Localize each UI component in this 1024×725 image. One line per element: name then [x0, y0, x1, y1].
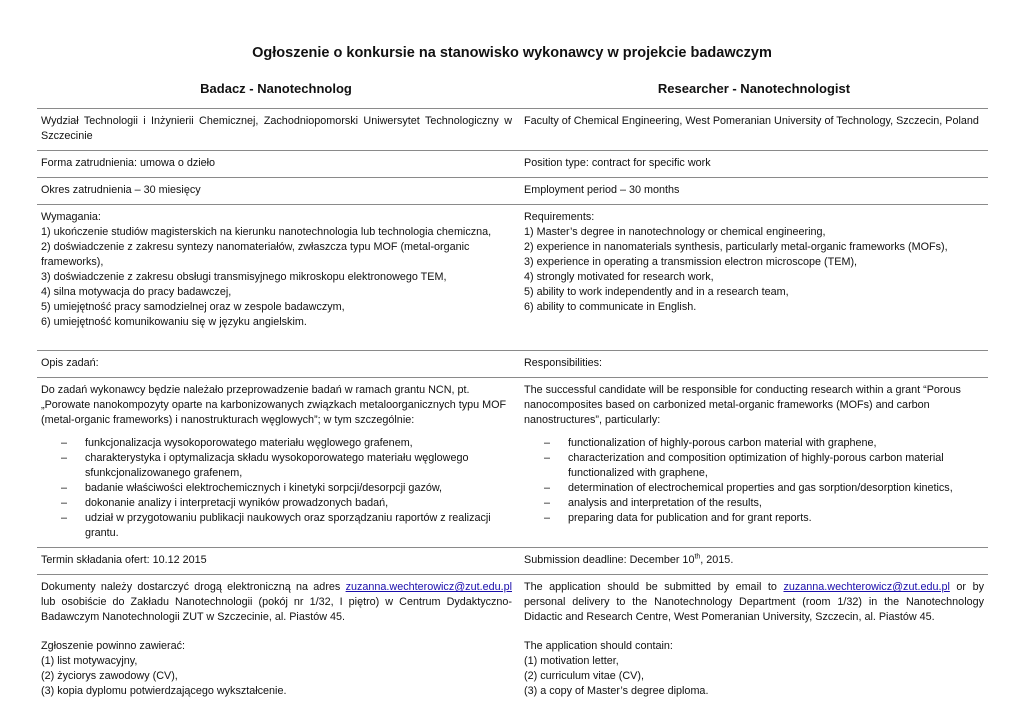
- tasks-intro-en: The successful candidate will be responsible for conducting research within a grant “Porous nanocomposites based on carbonized metal-organic frameworks (MOFs) and carbon nanostructures”, particularly:: [524, 384, 961, 426]
- email-link[interactable]: zuzanna.wechterowicz@zut.edu.pl: [345, 581, 512, 593]
- tasks-intro-pl: Do zadań wykonawcy będzie należało przeprowadzenie badań w ramach grantu NCN, pt. „Porowate nanokompozyty oparte na karbonizowanych związkach metaloorganicznych typu MOF (metal-organic frameworks) i nanostrukturach węglowych”; w tym szczególnie:: [41, 384, 507, 426]
- list-item: 6) ability to communicate in English.: [524, 301, 697, 313]
- list-item: 6) umiejętność komunikowaniu się w języku angielskim.: [41, 316, 307, 328]
- row-period: [37, 178, 988, 205]
- page-title: Ogłoszenie o konkursie na stanowisko wykonawcy w projekcie badawczym: [252, 45, 772, 61]
- list-item: – determination of electrochemical properties and gas sorption/desorption kinetics,: [544, 481, 984, 496]
- period-pl: Okres zatrudnienia – 30 miesięcy: [37, 178, 520, 205]
- contents-label-en: The application should contain:: [524, 640, 673, 652]
- row-deadline: [37, 548, 988, 575]
- list-item: 4) silna motywacja do pracy badawczej,: [41, 286, 232, 298]
- list-item: 3) experience in operating a transmission electron microscope (TEM),: [524, 256, 858, 268]
- submission-pl: Dokumenty należy dostarczyć drogą elektroniczną na adres zuzanna.wechterowicz@zut.edu.pl lub osobiście do Zakładu Nanotechnologii (pokój nr 1/32, I piętro) w Centrum Dydaktyczno-Badawczym Nanotechnologii ZUT w Szczecinie, al. Piastów 45.: [41, 581, 512, 623]
- unit-pl: Wydział Technologii i Inżynierii Chemicznej, Zachodniopomorski Uniwersytet Technologiczny w Szczecinie: [37, 109, 520, 151]
- list-item: 1) Master’s degree in nanotechnology or chemical engineering,: [524, 226, 826, 238]
- announcement-table: [37, 108, 988, 705]
- row-unit: [37, 109, 988, 151]
- list-item: 4) strongly motivated for research work,: [524, 271, 714, 283]
- list-item: – characterization and composition optimization of highly-porous carbon material functionalized with graphene,: [544, 451, 984, 481]
- form-en: Position type: contract for specific work: [520, 151, 988, 178]
- list-item: (3) a copy of Master’s degree diploma.: [524, 685, 709, 697]
- row-tasks: [37, 378, 988, 548]
- list-item: (2) curriculum vitae (CV),: [524, 670, 644, 682]
- unit-en: Faculty of Chemical Engineering, West Pomeranian University of Technology, Szczecin, Poland: [520, 109, 988, 151]
- list-item: – funkcjonalizacja wysokoporowatego materiału węglowego grafenem,: [61, 436, 512, 451]
- tasks-list-pl: [61, 436, 512, 541]
- list-item: – functionalization of highly-porous carbon material with graphene,: [544, 436, 984, 451]
- list-item: 3) doświadczenie z zakresu obsługi transmisyjnego mikroskopu elektronowego TEM,: [41, 271, 447, 283]
- list-item: 2) doświadczenie z zakresu syntezy nanomateriałów, zwłaszcza typu MOF (metal-organic frameworks),: [41, 241, 470, 268]
- heading-polish: Badacz - Nanotechnolog: [200, 81, 352, 96]
- submission-en: The application should be submitted by email to zuzanna.wechterowicz@zut.edu.pl or by personal delivery to the Nanotechnology Department (room 1/32) in the Nanotechnology Didactic and Research Centre, West Pomeranian University, Szczecin, al. Piastów 45.: [524, 581, 984, 623]
- tasks-label-en: Responsibilities:: [520, 351, 988, 378]
- list-item: (2) życiorys zawodowy (CV),: [41, 670, 178, 682]
- period-en: Employment period – 30 months: [520, 178, 988, 205]
- list-item: – dokonanie analizy i interpretacji wyników prowadzonych badań,: [61, 496, 512, 511]
- list-item: – udział w przygotowaniu publikacji naukowych oraz sporządzaniu raportów z realizacji grantu.: [61, 511, 512, 541]
- requirements-label-en: Requirements:: [524, 211, 595, 223]
- list-item: 2) experience in nanomaterials synthesis, particularly metal-organic frameworks (MOFs),: [524, 241, 948, 253]
- list-item: 5) ability to work independently and in a research team,: [524, 286, 789, 298]
- requirements-list-pl: [41, 225, 512, 330]
- heading-english: Researcher - Nanotechnologist: [657, 81, 851, 96]
- list-item: (1) motivation letter,: [524, 655, 619, 667]
- list-item: 5) umiejętność pracy samodzielnej oraz w zespole badawczym,: [41, 301, 345, 313]
- list-item: (3) kopia dyplomu potwierdzającego wykształcenie.: [41, 685, 287, 697]
- requirements-list-en: [524, 225, 984, 315]
- email-link[interactable]: zuzanna.wechterowicz@zut.edu.pl: [783, 581, 950, 593]
- list-item: (1) list motywacyjny,: [41, 655, 138, 667]
- list-item: – badanie właściwości elektrochemicznych i kinetyki sorpcji/desorpcji gazów,: [61, 481, 512, 496]
- list-item: – analysis and interpretation of the results,: [544, 496, 984, 511]
- row-tasks-label: [37, 351, 988, 378]
- row-requirements: [37, 205, 988, 351]
- list-item: 1) ukończenie studiów magisterskich na kierunku nanotechnologia lub technologia chemiczna,: [41, 226, 492, 238]
- tasks-list-en: [544, 436, 984, 526]
- list-item: – charakterystyka i optymalizacja składu wysokoporowatego materiału węglowego sfunkcjonalizowanego grafenem,: [61, 451, 512, 481]
- deadline-en: Submission deadline: December 10th, 2015.: [520, 548, 988, 575]
- row-submission: [37, 575, 988, 706]
- deadline-pl: Termin składania ofert: 10.12 2015: [37, 548, 520, 575]
- list-item: – preparing data for publication and for grant reports.: [544, 511, 984, 526]
- requirements-label-pl: Wymagania:: [41, 211, 101, 223]
- form-pl: Forma zatrudnienia: umowa o dzieło: [37, 151, 520, 178]
- contents-label-pl: Zgłoszenie powinno zawierać:: [41, 640, 186, 652]
- row-form: [37, 151, 988, 178]
- tasks-label-pl: Opis zadań:: [37, 351, 520, 378]
